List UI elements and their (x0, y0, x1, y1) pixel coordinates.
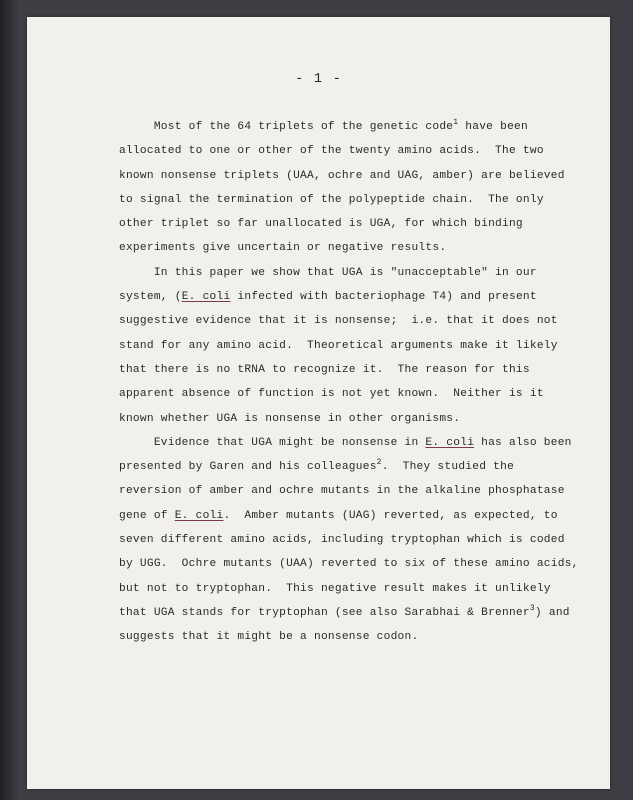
text-run: by UGG. Ochre mutants (UAA) reverted to six of these amino acids, (119, 558, 579, 571)
text-line (119, 601, 579, 625)
text-run: to signal the termination of the polypeptide chain. The only (119, 193, 544, 206)
text-run: seven different amino acids, including tryptophan which is coded (119, 534, 565, 547)
text-line (119, 358, 579, 382)
text-run: reversion of amber and ochre mutants in the alkaline phosphatase (119, 485, 565, 498)
text-run: have been (458, 121, 528, 133)
underlined-term: E. coli (425, 436, 475, 449)
text-line (119, 528, 579, 552)
text-line (119, 504, 579, 528)
text-run: . Amber mutants (UAG) reverted, as expected, to (223, 509, 558, 522)
text-run: ) and (534, 606, 570, 619)
typed-page (27, 17, 610, 789)
text-line (119, 407, 579, 431)
text-run: that UGA stands for tryptophan (see also Sarabhai & Brenner (119, 606, 530, 619)
footnote-ref: 1 (453, 118, 459, 127)
text-line (119, 577, 579, 601)
text-line (119, 479, 579, 503)
text-line (119, 139, 579, 163)
text-run: suggestive evidence that it is nonsense; i.e. that it does not (119, 315, 558, 328)
text-run: presented by Garen and his colleagues (119, 461, 377, 474)
text-line (119, 455, 579, 479)
text-run: gene of (119, 509, 175, 522)
underlined-term: E. coli (181, 291, 231, 304)
text-run: experiments give uncertain or negative results. (119, 242, 447, 255)
text-line (119, 285, 579, 309)
text-run: In this paper we show that UGA is "unacceptable" in our (119, 266, 537, 279)
text-line (119, 309, 579, 333)
footnote-ref: 2 (376, 458, 382, 468)
text-line (119, 625, 579, 649)
text-line (119, 334, 579, 358)
text-line (119, 261, 579, 285)
page-number: - 1 - (294, 71, 342, 87)
text-run: system, ( (119, 291, 182, 304)
text-line (119, 212, 579, 236)
text-run: Evidence that UGA might be nonsense in (119, 436, 426, 449)
text-run: other triplet so far unallocated is UGA, for which binding (119, 218, 523, 231)
text-run: known nonsense triplets (UAA, ochre and UAG, amber) are believed (119, 169, 565, 182)
text-line (119, 188, 579, 212)
text-line (119, 552, 579, 576)
text-run: has also been (474, 436, 572, 449)
text-run: infected with bacteriophage T4) and present (230, 291, 537, 304)
text-line (119, 431, 579, 455)
body-text (119, 115, 579, 650)
text-run: . They studied the (381, 461, 515, 474)
text-run: suggests that it might be a nonsense codon. (119, 631, 419, 644)
text-run: apparent absence of function is not yet known. Neither is it (119, 388, 544, 401)
text-line (119, 164, 579, 188)
footnote-ref: 3 (529, 603, 535, 613)
text-run: but not to tryptophan. This negative result makes it unlikely (119, 582, 551, 595)
underlined-term: E. coli (174, 509, 224, 522)
text-run: that there is no tRNA to recognize it. The reason for this (119, 363, 530, 376)
text-line (119, 382, 579, 406)
text-line (119, 115, 579, 139)
text-run: allocated to one or other of the twenty amino acids. The two (119, 145, 544, 158)
text-run: known whether UGA is nonsense in other organisms. (119, 412, 461, 425)
text-line (119, 236, 579, 260)
text-run: stand for any amino acid. Theoretical arguments make it likely (119, 339, 558, 352)
text-run: Most of the 64 triplets of the genetic code (119, 121, 454, 133)
